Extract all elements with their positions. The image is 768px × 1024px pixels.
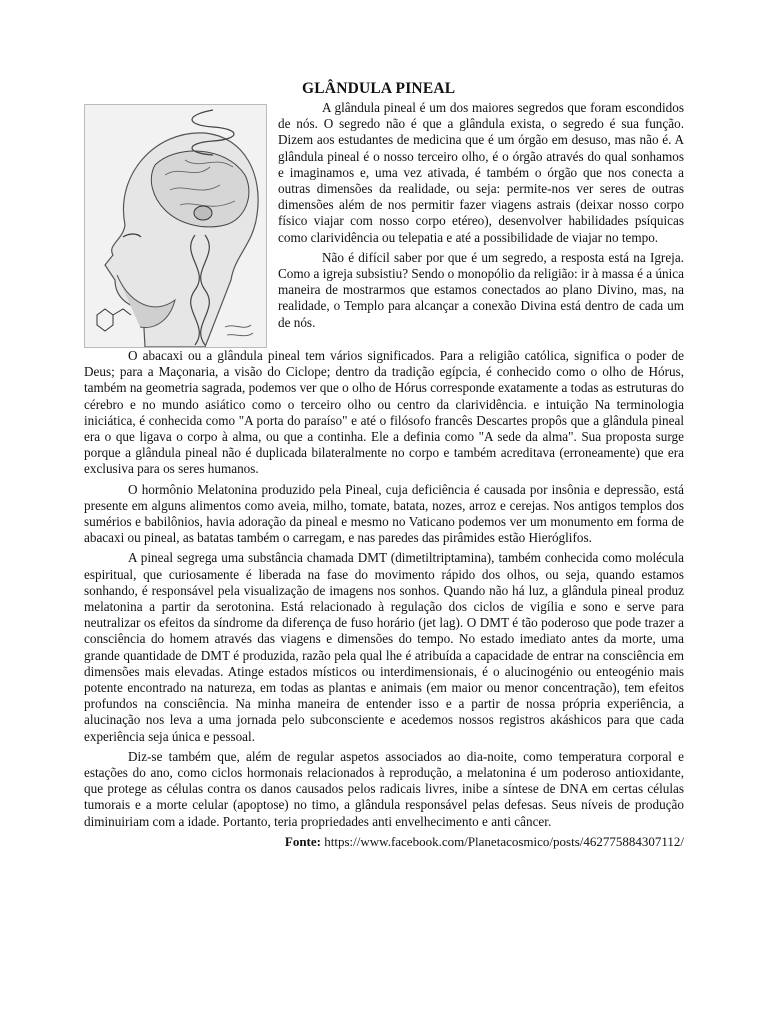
paragraph-4: O hormônio Melatonina produzido pela Pineal, cuja deficiência é causada por insônia e depressão, está presente em alguns alimentos como aveia, milho, tomate, batata, nozes, arroz e cerejas. Nos antigos templos dos sumérios e babilônios, havia adoração da pineal e mesmo no Vaticano podemos ver um monumento em forma de abacaxi ou pineal, as batatas também o carregam, e nas paredes das pirâmides estão Hieróglifos.	[84, 481, 684, 546]
head-sketch-image	[85, 105, 266, 347]
pineal-illustration	[84, 104, 267, 348]
paragraph-1: A glândula pineal é um dos maiores segredos que foram escondidos de nós. O segredo não é que a glândula exista, o segredo é sua função. Dizem aos estudantes de medicina que é um órgão em desuso, mas não é. A glândula pineal é o nosso terceiro olho, é o órgão através do qual sonhamos e imaginamos e, uma vez ativada, é também o órgão que nos conecta a outras dimensões da realidade, ou seja: permite-nos ver seres de outras dimensões além de nos permitir fazer viagens astrais (deixar nosso corpo físico viajar com nosso corpo etéreo), desenvolver habilidades psíquicas como clarividência ou telepatia e até a possibilidade de viajar no tempo.	[278, 100, 684, 245]
paragraph-6: Diz-se também que, além de regular aspetos associados ao dia-noite, como temperatura corporal e estações do ano, como ciclos hormonais relacionados à reprodução, a melatonina é um poderoso antioxidante, que protege as células contra os danos causados pelos radicais livres, inibe a síntese de DNA em certas células tumorais e a morte celular (apoptose) no timo, a glândula responsável pelas defesas. Seus níveis de produção diminuiriam com a idade. Portanto, teria propriedades anti envelhecimento e anti câncer.	[84, 748, 684, 829]
paragraph-5: A pineal segrega uma substância chamada DMT (dimetiltriptamina), também conhecida como molécula espiritual, que curiosamente é liberada na fase do movimento rápido dos olhos, ou seja, quando estamos sonhando, é responsável pela visualização de imagens nos sonhos. Quando não há luz, a glândula pineal produz melatonina a partir da serotonina. Está relacionado à regulação dos ciclos de vigília e sono e serve para neutralizar os efeitos da síndrome da diferença de fuso horário (jet lag). O DMT é tão poderoso que pode trazer a consciência do homem através das viagens e dimensões do tempo. No estado imediato antes da morte, uma grande quantidade de DMT é produzida, razão pela qual lhe é atribuída a capacidade de entrar na consciência em dimensões mais elevadas. Atinge estados místicos ou interdimensionais, é o alucinogénio ou enteogénio mais potente encontrado na natureza, em todas as plantas e animais (em maior ou menor concentração), tem efeitos profundos na consciência. Na minha maneira de entender isso e a partir de nossa própria experiência, a alucinação nos leva a uma jornada pelo subconsciente e acedemos nossos registros akáshicos para que cada experiência seja única e pessoal.	[84, 550, 684, 744]
document-title: GLÂNDULA PINEAL	[302, 80, 456, 97]
source-label: Fonte:	[284, 833, 321, 849]
source-line	[84, 834, 684, 850]
main-text-column	[84, 348, 684, 850]
side-text-column	[278, 100, 684, 335]
paragraph-2: Não é difícil saber por que é um segredo, a resposta está na Igreja. Como a igreja subsistiu? Sendo o monopólio da religião: ir à massa é a única maneira de mostrarmos que estamos conectados ao plano Divino, mas, na realidade, o Templo para alcançar a conexão Divina está dentro de cada um de nós.	[278, 249, 684, 330]
source-url[interactable]: https://www.facebook.com/Planetacosmico/posts/462775884307112/	[324, 833, 684, 849]
paragraph-3: O abacaxi ou a glândula pineal tem vários significados. Para a religião católica, significa o poder de Deus; para a Maçonaria, a visão do Ciclope; dentro da tradição egípcia, é conhecido como o olho de Hórus, também na geometria sagrada, podemos ver que o olho de Hórus corresponde exatamente a todas as estruturas do cérebro e no mundo asiático como o terceiro olho ou centro da clarividência. e intuição Na terminologia iniciática, é conhecida como "A porta do paraíso" e até o filósofo francês Descartes propôs que a glândula pineal era o que ligava o corpo à alma, ou que a continha. Ele a definia como "A sede da alma". Sua proposta surge porque a glândula pineal não é duplicada bilateralmente no corpo e também acreditava (erroneamente) que era exclusiva para os seres humanos.	[84, 348, 684, 477]
